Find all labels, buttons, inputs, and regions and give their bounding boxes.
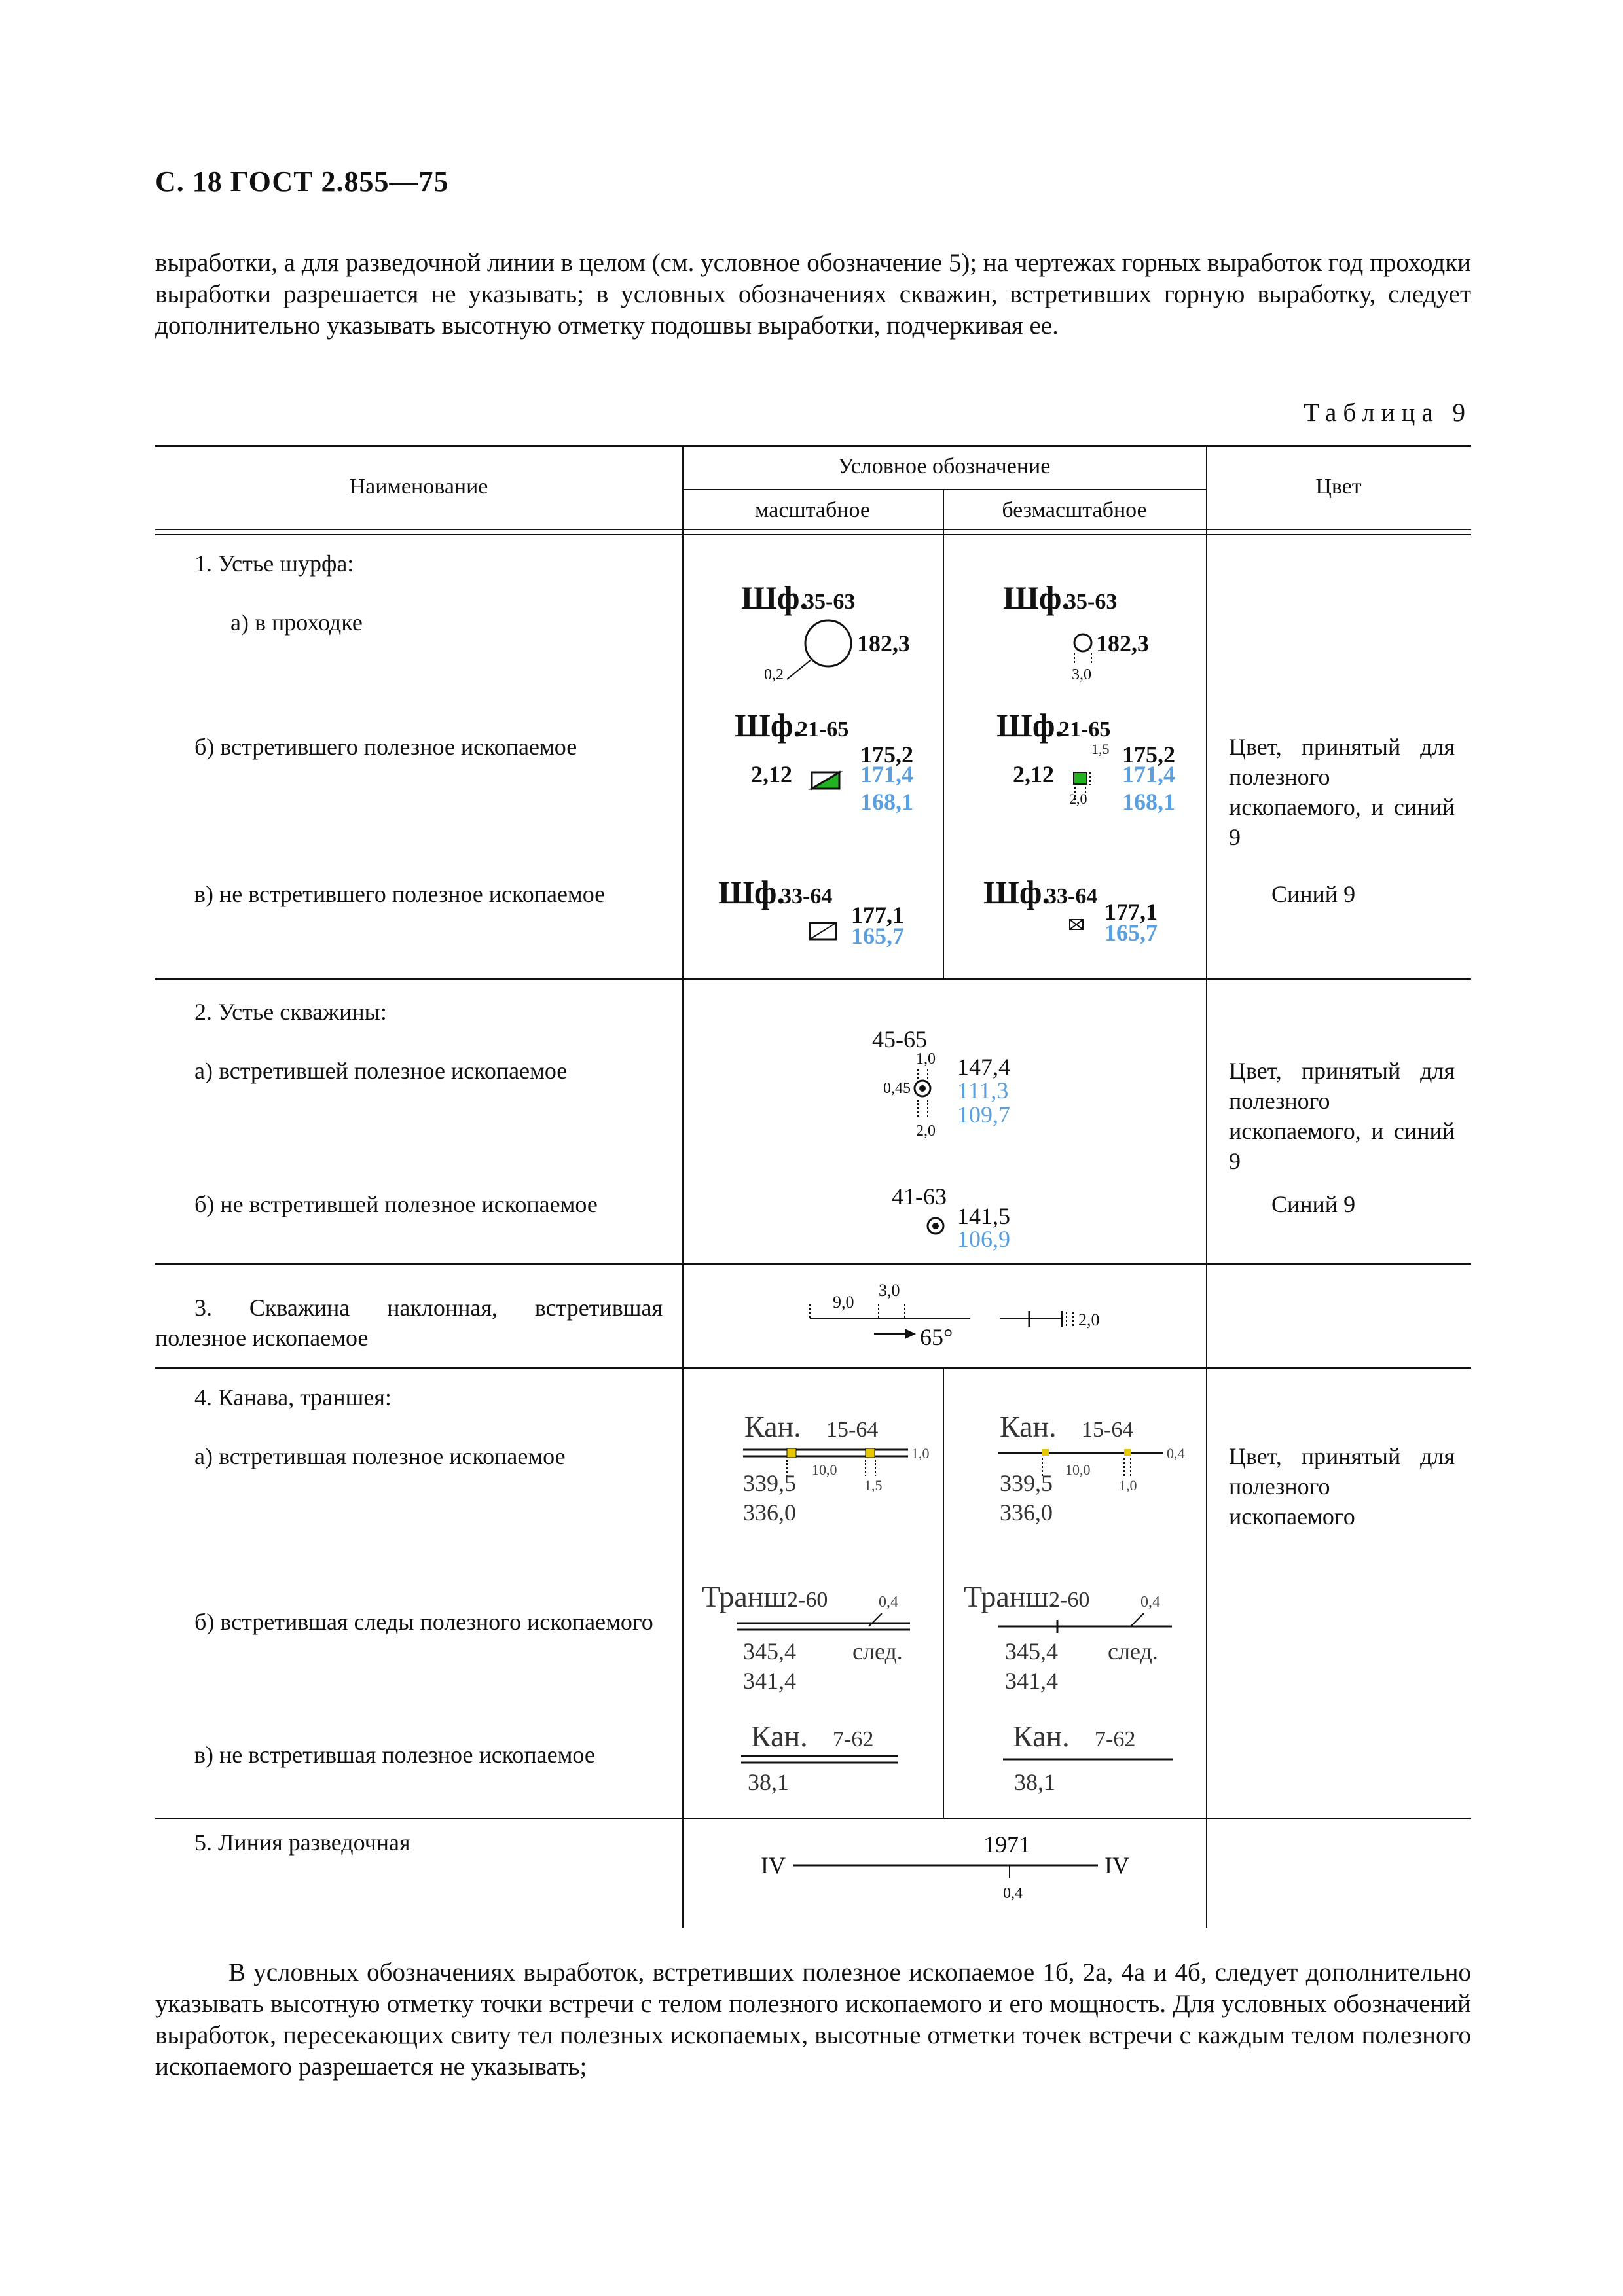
intro-paragraph: выработки, а для разведочной линии в целом (см. условное обозначение 5); на чертежах горных выработок год проходки выработки разрешается не указывать; в условных обозначениях скважин, встретивших горную выработку, следует дополнительно указывать высотную отметку подошвы выработки, подчеркивая ее. [155, 249, 1471, 340]
elev: 182,3 [857, 630, 910, 656]
right: IV [1104, 1852, 1129, 1878]
dim: 3,0 [1072, 666, 1091, 683]
dim-below: 1,5 [864, 1477, 883, 1494]
elev2: 165,7 [851, 923, 904, 949]
label: Шф. [1003, 579, 1070, 616]
symbol-4a-unscaled [998, 1410, 1185, 1526]
symbol-4b-unscaled [964, 1580, 1172, 1694]
row5-title: 5. Линия разведочная [194, 1829, 410, 1856]
label: Шф. [735, 707, 802, 744]
symbol-3 [810, 1281, 1100, 1350]
header-symbol: Условное обозначение [837, 454, 1051, 478]
symbol-4b-scaled [702, 1580, 910, 1694]
code: 21-65 [797, 717, 849, 742]
code: 35-63 [803, 590, 856, 614]
symbol-1b-scaled [735, 707, 913, 815]
row1-c-color: Синий 9 [1271, 881, 1356, 907]
symbol-1a-scaled [741, 579, 910, 683]
row4-title: 4. Канава, траншея: [194, 1384, 392, 1410]
elev2: 111,3 [957, 1077, 1009, 1103]
thick: 2,12 [1013, 761, 1054, 787]
symbol-drawings [155, 445, 1471, 1928]
dim2: 3,0 [879, 1281, 900, 1300]
table-caption: Таблица 9 [1304, 399, 1472, 427]
symbol-4c-scaled [741, 1719, 898, 1795]
symbol-1c-scaled [718, 874, 904, 949]
label: Шф. [983, 874, 1051, 910]
elev2: 106,9 [957, 1226, 1010, 1252]
angle: 65° [920, 1324, 953, 1350]
symbol-1a-unscaled [1003, 579, 1149, 683]
elev2: 341,4 [743, 1668, 796, 1694]
row4-a: а) встретившая полезное ископаемое [194, 1443, 566, 1469]
elev: 38,1 [1014, 1769, 1055, 1795]
code: 33-64 [1046, 884, 1098, 908]
elev1: 177,1 [851, 902, 904, 928]
elev3: 168,1 [1122, 789, 1175, 815]
label: Кан. [751, 1719, 808, 1753]
dim: 0,4 [1140, 1594, 1160, 1611]
header-unscaled: безмасштабное [1002, 498, 1147, 522]
elev2: 171,4 [1122, 761, 1175, 787]
code: 7-62 [1095, 1727, 1136, 1751]
elev3: 109,7 [957, 1102, 1010, 1128]
dim1: 1,5 [1091, 741, 1110, 757]
label: Кан. [1000, 1410, 1057, 1443]
dim-left: 0,45 [883, 1080, 911, 1097]
elev1: 339,5 [743, 1470, 796, 1496]
code: 21-65 [1059, 717, 1111, 742]
symbol-1b-unscaled [996, 707, 1175, 815]
note: след. [852, 1638, 903, 1664]
dim: 0,4 [879, 1594, 898, 1611]
dim-mid: 10,0 [812, 1462, 837, 1478]
symbol-1c-unscaled [983, 874, 1158, 946]
code: 35-63 [1065, 590, 1118, 614]
row2-title: 2. Устье скважины: [194, 999, 387, 1025]
elev1: 177,1 [1104, 899, 1158, 925]
elev2: 165,7 [1104, 920, 1158, 946]
year: 1971 [983, 1831, 1030, 1857]
row2-b-color: Синий 9 [1271, 1191, 1356, 1217]
page-header: С. 18 ГОСТ 2.855—75 [155, 166, 449, 198]
label: Транш. [964, 1580, 1057, 1613]
elev1: 147,4 [957, 1054, 1010, 1080]
elev1: 141,5 [957, 1203, 1010, 1229]
row1-b-color: Цвет, принятый для полезного ископаемого, и синий 9 [1229, 734, 1455, 850]
code: 15-64 [826, 1418, 879, 1442]
row1-b: б) встретившего полезное ископаемое [194, 734, 577, 760]
symbols-table [155, 445, 1471, 1928]
row2-b: б) не встретившей полезное ископаемое [194, 1191, 598, 1217]
closing-paragraph: В условных обозначениях выработок, встретивших полезное ископаемое 1б, 2а, 4а и 4б, следует дополнительно указывать высотную отметку точки встречи с телом полезного ископаемого и его мощность. Для условных обозначений выработок, пересекающих свиту тел полезных ископаемых, высотные отметки точек встречи с каждым телом полезного ископаемого разрешается не указывать; [155, 1958, 1471, 2081]
elev2: 341,4 [1005, 1668, 1058, 1694]
dim-mid: 10,0 [1065, 1462, 1091, 1478]
symbol-5 [761, 1831, 1129, 1902]
elev1: 339,5 [1000, 1470, 1053, 1496]
header-name: Наименование [349, 475, 488, 499]
elev1: 175,2 [860, 742, 913, 768]
elev3: 168,1 [860, 789, 913, 815]
elev2: 336,0 [1000, 1499, 1053, 1526]
code: 7-62 [833, 1727, 874, 1751]
left: IV [761, 1852, 786, 1878]
header-color: Цвет [1315, 475, 1362, 499]
dim: 0,4 [1003, 1885, 1023, 1902]
dim: 0,2 [764, 666, 784, 683]
note: след. [1108, 1638, 1158, 1664]
symbol-2a [872, 1026, 1010, 1139]
elev1: 345,4 [743, 1638, 796, 1664]
label: Шф. [996, 707, 1064, 744]
code: 2-60 [787, 1588, 828, 1612]
dim-right: 1,0 [911, 1445, 930, 1462]
dim-bottom: 2,0 [916, 1122, 936, 1139]
row2-a-color: Цвет, принятый для полезного ископаемого, и синий 9 [1229, 1058, 1455, 1174]
elev1: 345,4 [1005, 1638, 1058, 1664]
row4-a-color: Цвет, принятый для полезного ископаемого [1229, 1443, 1455, 1530]
code: 41-63 [892, 1183, 947, 1210]
dim-below: 1,0 [1119, 1477, 1137, 1494]
code: 2-60 [1049, 1588, 1090, 1612]
thick: 2,12 [751, 761, 792, 787]
code: 45-65 [872, 1026, 927, 1052]
dim3: 2,0 [1078, 1310, 1100, 1329]
label: Шф. [718, 874, 786, 910]
label: Транш. [702, 1580, 795, 1613]
symbol-2b [892, 1183, 1010, 1252]
row2-a: а) встретившей полезное ископаемое [194, 1058, 568, 1084]
elev: 182,3 [1096, 630, 1149, 656]
dim2: 2,0 [1069, 791, 1087, 807]
elev: 38,1 [748, 1769, 789, 1795]
elev1: 175,2 [1122, 742, 1175, 768]
row4-b: б) встретившая следы полезного ископаемого [194, 1609, 653, 1635]
row4-c: в) не встретившая полезное ископаемое [194, 1742, 595, 1768]
label: Кан. [1013, 1719, 1070, 1753]
symbol-4a-scaled [743, 1410, 930, 1526]
row3-title: 3. Скважина наклонная, встретившая полезное ископаемое [155, 1295, 663, 1351]
header-scaled: масштабное [754, 498, 870, 522]
row1-a: а) в проходке [230, 609, 363, 636]
label: Кан. [744, 1410, 801, 1443]
code: 15-64 [1082, 1418, 1134, 1442]
symbol-4c-unscaled [1003, 1719, 1173, 1795]
row1-c: в) не встретившего полезное ископаемое [194, 881, 606, 907]
elev2: 336,0 [743, 1499, 796, 1526]
dim-top: 1,0 [916, 1050, 936, 1067]
row1-title: 1. Устье шурфа: [194, 550, 354, 577]
dim-right: 0,4 [1167, 1445, 1185, 1462]
label: Шф. [741, 579, 809, 616]
code: 33-64 [780, 884, 833, 908]
elev2: 171,4 [860, 761, 913, 787]
dim1: 9,0 [833, 1293, 854, 1312]
